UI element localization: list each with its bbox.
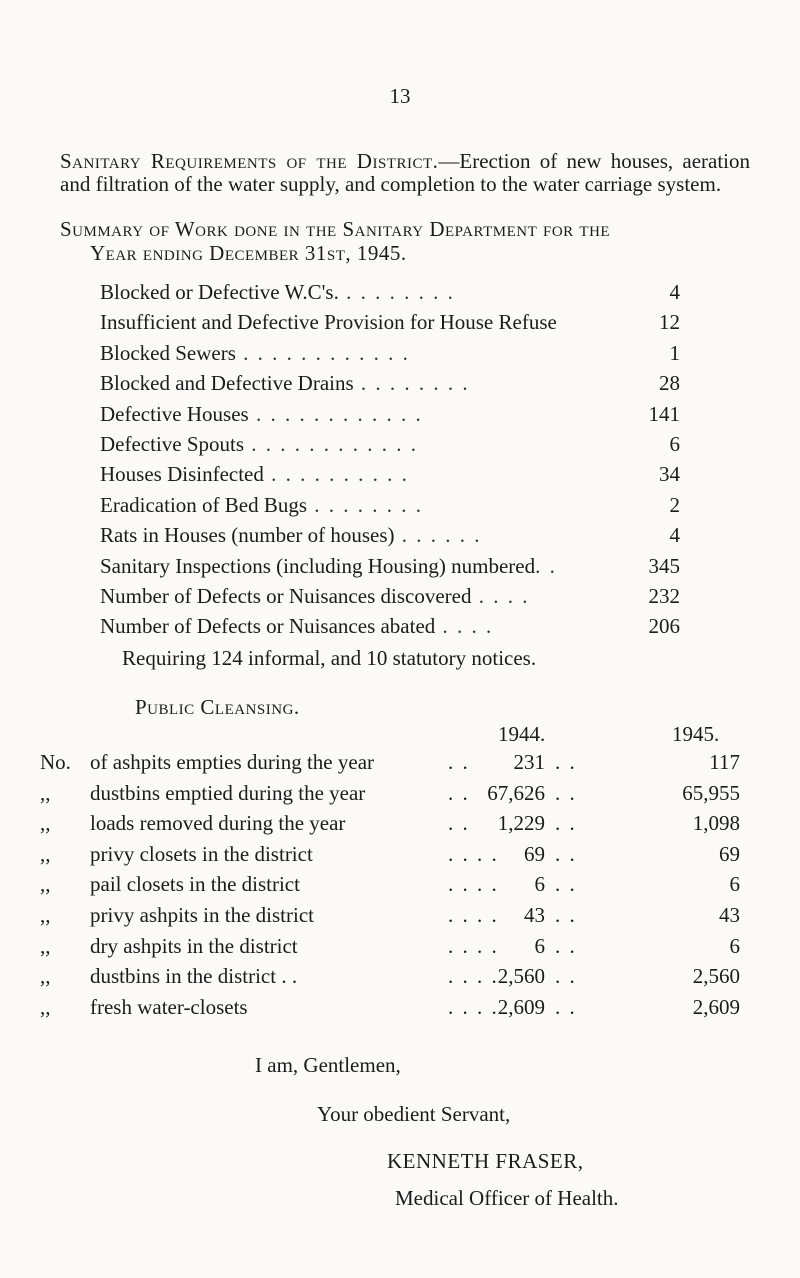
leader-dots: . . . . [448,841,499,866]
summary-label-text: Eradication of Bed Bugs [100,492,308,517]
summary-row [100,584,680,614]
table-row [40,811,740,842]
leader-dots: . . . . . . . . [338,280,455,304]
summary-label [100,280,620,305]
closing-valediction: Your obedient Servant, [317,1102,511,1126]
year-1945-header: 1945. [672,722,720,746]
row-prefix: ,, [40,872,51,897]
value-1945: 43 [719,902,740,927]
row-prefix: ,, [40,780,51,805]
summary-value: 4 [669,523,680,548]
leader-dots: . . [555,994,577,1019]
summary-label-text: Blocked and Defective Drains [100,371,354,396]
row-label: dustbins emptied during the year [90,780,366,805]
summary-value: 2 [669,492,680,517]
leader-dots: . . [555,902,577,927]
leader-dots: . . [555,872,577,897]
row-prefix: ,, [40,811,51,836]
summary-label [100,462,620,487]
row-prefix: No. [40,750,71,774]
leader-dots: . . . . [448,933,499,958]
leader-dots: . . . . [448,902,499,927]
leader-dots: . . [535,553,557,578]
leader-dots: . . . . [471,583,530,608]
table-row [40,750,740,781]
leader-dots: . . [448,811,470,836]
table-row [40,872,740,903]
summary-label [100,523,620,548]
table-row [40,964,740,995]
table-row [40,842,740,873]
summary-label-text: Houses Disinfected [100,462,264,487]
leader-dots: . . . . [435,614,494,639]
summary-label [100,310,620,335]
summary-label-text: Rats in Houses (number of houses) [100,523,395,548]
row-prefix: ,, [40,902,51,927]
summary-label [100,341,620,366]
summary-label-text: Defective Houses [100,401,249,426]
summary-label [100,493,620,518]
summary-row [100,614,680,644]
summary-row [100,310,680,340]
summary-row [100,402,680,432]
row-prefix: ,, [40,841,51,866]
value-1945: 2,560 [692,964,740,989]
row-label: of ashpits empties during the year [90,750,375,774]
page-number: 13 [389,84,411,108]
intro-text: —Erection of new houses, aeration and filtration of the water supply, and completion to the water carriage system. [60,149,750,196]
row-label: loads removed during the year [90,811,346,836]
summary-label [100,402,620,427]
leader-dots: . . [555,780,577,805]
summary-value: 1 [669,340,680,365]
summary-value: 206 [648,614,680,639]
closing-salutation: I am, Gentlemen, [255,1053,401,1077]
table-row [40,995,740,1026]
value-1944: 67,626 [487,780,545,805]
row-label: fresh water-closets [90,994,248,1019]
value-1945: 6 [729,933,740,958]
leader-dots: . . . . . . . . . . . . [244,431,419,456]
value-1945: 117 [709,750,740,774]
summary-label-text: Defective Spouts [100,431,245,456]
row-label: dry ashpits in the district [90,933,298,958]
value-1945: 1,098 [692,811,740,836]
row-prefix: ,, [40,933,51,958]
summary-label [100,584,620,609]
summary-label [100,614,620,639]
table-row [40,781,740,812]
summary-value: 34 [659,462,680,487]
value-1944: 6 [534,872,545,897]
row-prefix: ,, [40,994,51,1019]
summary-value: 6 [669,431,680,456]
leader-dots: . . . . . . [394,523,482,548]
value-1944: 43 [524,902,545,927]
row-label: pail closets in the district [90,872,300,897]
row-label: privy ashpits in the district [90,902,314,927]
year-1944-header: 1944. [498,722,546,746]
summary-label-text: Blocked Sewers [100,340,236,365]
leader-dots: . . [555,811,577,836]
value-1944: 2,609 [497,994,545,1019]
summary-label-text: Number of Defects or Nuisances abated [100,614,436,639]
summary-row [100,462,680,492]
leader-dots: . . . . . . . . [353,371,470,396]
notices-note: Requiring 124 informal, and 10 statutory notices. [122,646,537,670]
summary-label-text: Sanitary Inspections (including Housing) numbered [100,553,536,578]
summary-value: 141 [648,401,680,426]
row-label: dustbins in the district . . [90,964,298,989]
summary-value: 232 [648,583,680,608]
summary-list [100,280,680,645]
summary-row [100,523,680,553]
summary-value: 4 [669,280,680,304]
leader-dots: . . [555,933,577,958]
summary-value: 28 [659,371,680,396]
value-1944: 231 [513,750,545,774]
value-1945: 69 [719,841,740,866]
public-cleansing-heading: Public Cleansing. [135,695,300,719]
summary-row [100,280,680,310]
value-1944: 2,560 [497,964,545,989]
summary-heading-line1: Summary of Work done in the Sanitary Department for the [60,217,611,241]
signature-title: Medical Officer of Health. [395,1186,619,1210]
leader-dots: . . . . . . . . . . . . [235,340,410,365]
row-label: privy closets in the district [90,841,313,866]
value-1944: 1,229 [497,811,545,836]
summary-row [100,493,680,523]
leader-dots: . . [448,780,470,805]
table-row [40,903,740,934]
leader-dots: . . . . [448,994,499,1019]
leader-dots: . . . . . . . . [307,492,424,517]
summary-row [100,371,680,401]
summary-label-text: Insufficient and Defective Provision for House Refuse [100,310,557,335]
summary-label [100,432,620,457]
intro-paragraph [60,150,750,196]
summary-value: 345 [648,553,680,578]
leader-dots: . . [448,750,470,774]
leader-dots: . . . . [448,964,499,989]
summary-row [100,554,680,584]
value-1944: 69 [524,841,545,866]
leader-dots: . . [555,964,577,989]
signature-name: KENNETH FRASER, [387,1149,584,1173]
table-row [40,934,740,965]
leader-dots: . . [555,750,577,774]
summary-label-text: Number of Defects or Nuisances discovered [100,583,472,608]
summary-row [100,341,680,371]
value-1945: 6 [729,872,740,897]
value-1945: 65,955 [682,780,740,805]
summary-label-text: Blocked or Defective W.C's. [100,280,339,304]
value-1944: 6 [534,933,545,958]
summary-row [100,432,680,462]
value-1945: 2,609 [692,994,740,1019]
summary-label [100,371,620,396]
leader-dots: . . . . . . . . . . [263,462,409,487]
summary-heading-line2: Year ending December 31st, 1945. [90,241,407,265]
summary-value: 12 [659,310,680,335]
public-cleansing-table [40,750,740,1025]
leader-dots: . . . . [448,872,499,897]
leader-dots: . . [555,841,577,866]
intro-heading: Sanitary Requirements of the District. [60,149,439,173]
leader-dots: . . . . . . . . . . . . [248,401,423,426]
summary-heading [60,217,750,265]
summary-label [100,554,620,579]
row-prefix: ,, [40,964,51,989]
